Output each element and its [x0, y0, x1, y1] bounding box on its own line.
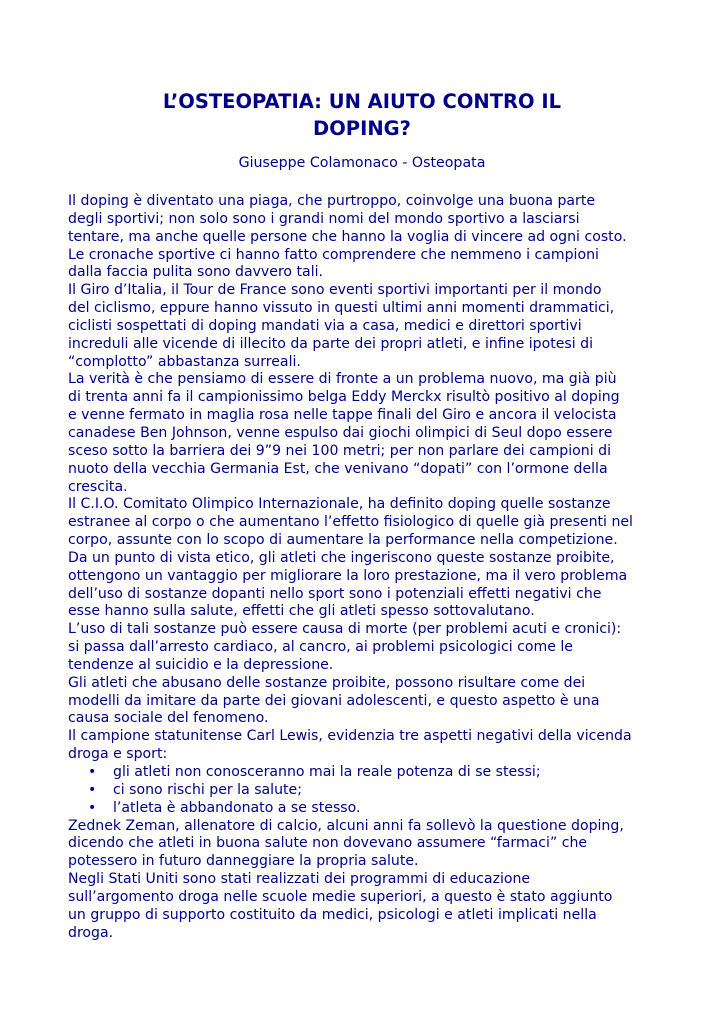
- text-line: Le cronache sportive ci hanno fatto comprendere che nemmeno i campioni: [68, 246, 599, 263]
- text-line: increduli alle vicende di illecito da parte dei propri atleti, e infine ipotesi di: [68, 335, 594, 352]
- text-line: sull’argomento droga nelle scuole medie superiori, a questo è stato aggiunto: [68, 888, 613, 905]
- list-item-text: l’atleta è abbandonato a se stesso.: [113, 799, 361, 816]
- text-line: modelli da imitare da parte dei giovani adolescenti, e questo aspetto è una: [68, 692, 600, 709]
- text-line: Il C.I.O. Comitato Olimpico Internazionale, ha definito doping quelle sostanze: [68, 496, 611, 513]
- author-byline: Giuseppe Colamonaco - Osteopata: [238, 155, 486, 171]
- list-item: [68, 782, 668, 800]
- text-line: Il campione statunitense Carl Lewis, evidenzia tre aspetti negativi della vicenda: [68, 728, 632, 745]
- bullet-icon: •: [88, 799, 97, 816]
- list-item-text: gli atleti non conosceranno mai la reale potenza di se stessi;: [113, 764, 541, 780]
- text-line: tentare, ma anche quelle persone che hanno la voglia di vincere ad ogni costo.: [68, 228, 627, 245]
- text-line: dalla faccia pulita sono davvero tali.: [68, 264, 324, 281]
- bullet-icon: •: [88, 781, 97, 798]
- text-line: droga.: [68, 924, 114, 941]
- text-line: esse hanno sulla salute, effetti che gli atleti spesso sottovalutano.: [68, 603, 535, 620]
- text-line: dicendo che atleti in buona salute non dovevano assumere “farmaci” che: [68, 835, 588, 852]
- article-body: [68, 193, 668, 942]
- text-line: si passa dall’arresto cardiaco, al cancro, ai problemi psicologici come le: [68, 639, 573, 656]
- text-line: dell’uso di sostanze dopanti nello sport sono i potenziali effetti negativi che: [68, 585, 602, 602]
- text-line: nuoto della vecchia Germania Est, che venivano “dopati” con l’ormone della: [68, 460, 608, 477]
- text-line: estranee al corpo o che aumentano l’effetto fisiologico di quelle già presenti nel: [68, 514, 633, 531]
- title-line: L’OSTEOPATIA: UN AIUTO CONTRO IL: [162, 90, 562, 113]
- paragraphs-before-list: [68, 193, 668, 764]
- text-line: “complotto” abbastanza surreali.: [68, 353, 301, 370]
- text-line: Gli atleti che abusano delle sostanze proibite, possono risultare come dei: [68, 674, 586, 691]
- text-line: Da un punto di vista etico, gli atleti che ingeriscono queste sostanze proibite,: [68, 549, 615, 566]
- text-line: Zednek Zeman, allenatore di calcio, alcuni anni fa sollevò la questione doping,: [68, 817, 624, 834]
- text-line: droga e sport:: [68, 746, 168, 763]
- text-line: di trenta anni fa il campionissimo belga Eddy Merckx risultò positivo al doping: [68, 389, 620, 406]
- text-line: causa sociale del fenomeno.: [68, 710, 269, 727]
- text-line: canadese Ben Johnson, venne espulso dai giochi olimpici di Seul dopo essere: [68, 424, 613, 441]
- text-line: Negli Stati Uniti sono stati realizzati dei programmi di educazione: [68, 871, 531, 888]
- text-line: corpo, assunte con lo scopo di aumentare la performance nella competizione.: [68, 532, 618, 549]
- title-line: DOPING?: [313, 117, 411, 140]
- text-line: Il doping è diventato una piaga, che purtroppo, coinvolge una buona parte: [68, 193, 596, 209]
- text-line: ciclisti sospettati di doping mandati via a casa, medici e direttori sportivi: [68, 317, 582, 334]
- text-line: un gruppo di supporto costituito da medici, psicologi e atleti implicati nella: [68, 906, 597, 923]
- bullet-icon: •: [88, 764, 97, 780]
- text-line: crescita.: [68, 478, 128, 495]
- text-line: sceso sotto la barriera dei 9”9 nei 100 metri; per non parlare dei campioni di: [68, 442, 611, 459]
- list-item: [68, 800, 668, 818]
- bullet-list: [68, 764, 668, 818]
- text-line: Il Giro d’Italia, il Tour de France sono eventi sportivi importanti per il mondo: [68, 282, 602, 299]
- list-item-text: ci sono rischi per la salute;: [113, 781, 302, 798]
- text-line: ottengono un vantaggio per migliorare la loro prestazione, ma il vero problema: [68, 567, 628, 584]
- text-line: e venne fermato in maglia rosa nelle tappe finali del Giro e ancora il velocista: [68, 407, 617, 424]
- paragraphs-after-list: [68, 818, 668, 943]
- text-line: L’uso di tali sostanze può essere causa di morte (per problemi acuti e cronici):: [68, 621, 622, 638]
- list-item: [68, 764, 668, 782]
- text-line: degli sportivi; non solo sono i grandi nomi del mondo sportivo a lasciarsi: [68, 210, 580, 227]
- text-line: potessero in futuro danneggiare la propria salute.: [68, 853, 419, 870]
- document-title: [80, 88, 644, 142]
- text-line: tendenze al suicidio e la depressione.: [68, 656, 334, 673]
- text-line: del ciclismo, eppure hanno vissuto in questi ultimi anni momenti drammatici,: [68, 300, 615, 317]
- text-line: La verità è che pensiamo di essere di fronte a un problema nuovo, ma già più: [68, 371, 617, 388]
